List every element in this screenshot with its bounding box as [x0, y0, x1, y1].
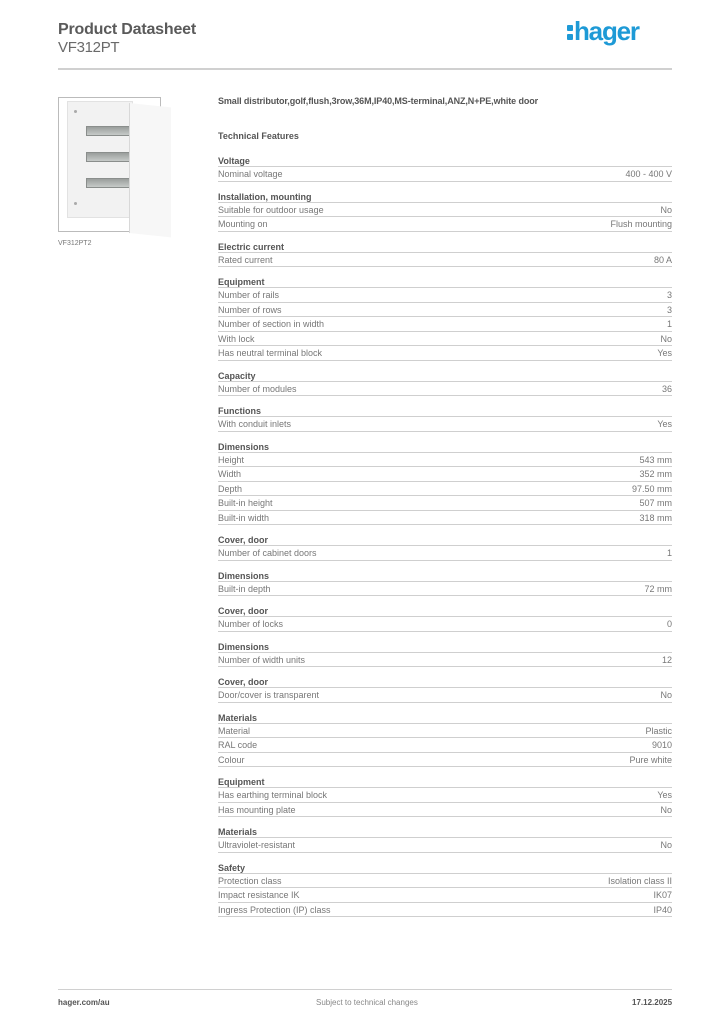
spec-row	[218, 738, 672, 753]
spec-group	[218, 776, 672, 817]
spec-label: Has earthing terminal block	[218, 790, 328, 800]
spec-value: 1	[666, 548, 672, 558]
din-rail	[86, 152, 130, 162]
screw-icon	[74, 110, 77, 113]
spec-group-title: Dimensions	[218, 441, 672, 453]
spec-row	[218, 253, 672, 268]
spec-group-title: Cover, door	[218, 605, 672, 617]
spec-value: Isolation class II	[607, 875, 672, 886]
footer-website[interactable]: hager.com/au	[58, 998, 110, 1007]
product-code: VF312PT	[58, 39, 120, 56]
spec-value: 72 mm	[644, 583, 672, 594]
spec-value: 318 mm	[639, 512, 672, 523]
spec-group	[218, 534, 672, 561]
spec-row	[218, 203, 672, 218]
spec-value: 400 - 400 V	[625, 169, 672, 179]
spec-row	[218, 753, 672, 768]
spec-label: Suitable for outdoor usage	[218, 204, 324, 215]
spec-row	[218, 453, 672, 468]
spec-value: No	[660, 840, 672, 850]
spec-group	[218, 370, 672, 397]
cabinet-door	[129, 103, 171, 237]
spec-row	[218, 788, 672, 803]
spec-label: Impact resistance IK	[218, 890, 300, 900]
spec-group	[218, 862, 672, 918]
spec-group-title: Dimensions	[218, 641, 672, 653]
spec-group	[218, 641, 672, 668]
spec-row	[218, 303, 672, 318]
spec-value: 352 mm	[639, 469, 672, 479]
spec-row	[218, 546, 672, 561]
spec-row	[218, 482, 672, 497]
hager-logo	[567, 15, 639, 47]
spec-group-title: Dimensions	[218, 570, 672, 582]
spec-group	[218, 241, 672, 268]
spec-value: Yes	[657, 419, 672, 429]
spec-row	[218, 332, 672, 347]
spec-value: 9010	[651, 740, 672, 750]
spec-label: Number of rows	[218, 304, 282, 315]
spec-value: No	[660, 690, 672, 700]
screw-icon	[74, 202, 77, 205]
spec-group	[218, 191, 672, 232]
spec-group-title: Equipment	[218, 776, 672, 788]
spec-value: No	[660, 333, 672, 344]
footer-date: 17.12.2025	[632, 998, 673, 1007]
spec-value: Pure white	[629, 754, 672, 765]
spec-group-title: Cover, door	[218, 534, 672, 546]
spec-label: RAL code	[218, 740, 258, 750]
document-title: Product Datasheet	[58, 21, 196, 38]
spec-group-title: Functions	[218, 405, 672, 417]
spec-label: With lock	[218, 333, 255, 344]
spec-value: 1	[666, 319, 672, 329]
spec-row	[218, 688, 672, 703]
spec-label: Built-in width	[218, 512, 270, 523]
spec-value: 0	[666, 619, 672, 629]
spec-label: Number of modules	[218, 383, 297, 394]
spec-row	[218, 617, 672, 632]
spec-value: Flush mounting	[610, 219, 672, 229]
spec-value: 12	[661, 654, 672, 665]
footer-notice: Subject to technical changes	[316, 998, 418, 1007]
spec-group	[218, 712, 672, 768]
spec-label: Number of width units	[218, 654, 306, 665]
spec-label: Has neutral terminal block	[218, 348, 323, 358]
spec-row	[218, 888, 672, 903]
spec-label: Built-in depth	[218, 583, 271, 594]
spec-value: 97.50 mm	[631, 483, 672, 494]
spec-group-title: Capacity	[218, 370, 672, 382]
spec-group-title: Materials	[218, 826, 672, 838]
spec-label: Built-in height	[218, 498, 273, 508]
spec-row	[218, 511, 672, 526]
spec-group	[218, 605, 672, 632]
spec-group-title: Voltage	[218, 155, 672, 167]
spec-value: No	[660, 204, 672, 215]
spec-group	[218, 276, 672, 361]
spec-label: Number of rails	[218, 290, 280, 300]
din-rail	[86, 178, 130, 188]
spec-group	[218, 676, 672, 703]
spec-label: With conduit inlets	[218, 419, 292, 429]
din-rail	[86, 126, 130, 136]
spec-value: 3	[666, 304, 672, 315]
spec-value: 80 A	[653, 254, 672, 265]
spec-group-title: Materials	[218, 712, 672, 724]
spec-label: Door/cover is transparent	[218, 690, 320, 700]
spec-label: Mounting on	[218, 219, 268, 229]
spec-group-title: Electric current	[218, 241, 672, 253]
spec-row	[218, 467, 672, 482]
spec-group	[218, 441, 672, 526]
spec-label: Number of cabinet doors	[218, 548, 317, 558]
spec-value: Yes	[657, 348, 672, 358]
spec-group	[218, 405, 672, 432]
spec-label: Number of locks	[218, 619, 284, 629]
spec-group-title: Equipment	[218, 276, 672, 288]
spec-row	[218, 582, 672, 597]
spec-row	[218, 167, 672, 182]
spec-value: No	[660, 804, 672, 815]
spec-label: Nominal voltage	[218, 169, 283, 179]
spec-label: Number of section in width	[218, 319, 325, 329]
spec-row	[218, 803, 672, 818]
spec-label: Ultraviolet-resistant	[218, 840, 296, 850]
spec-row	[218, 417, 672, 432]
spec-value: IK07	[653, 890, 672, 900]
spec-group	[218, 570, 672, 597]
cabinet-body	[67, 101, 133, 218]
spec-value: 36	[661, 383, 672, 394]
spec-row	[218, 496, 672, 511]
spec-row	[218, 653, 672, 668]
spec-row	[218, 724, 672, 739]
spec-label: Width	[218, 469, 242, 479]
spec-group	[218, 826, 672, 853]
spec-row	[218, 874, 672, 889]
technical-features-heading: Technical Features	[218, 131, 299, 141]
spec-row	[218, 382, 672, 397]
spec-value: 3	[666, 290, 672, 300]
logo-text: hager	[574, 16, 639, 46]
spec-label: Height	[218, 454, 245, 465]
spec-label: Rated current	[218, 254, 273, 265]
spec-group-title: Safety	[218, 862, 672, 874]
footer-divider	[58, 989, 672, 990]
spec-value: IP40	[653, 904, 672, 915]
spec-value: Yes	[657, 790, 672, 800]
spec-group	[218, 155, 672, 182]
spec-value: 507 mm	[639, 498, 672, 508]
spec-label: Ingress Protection (IP) class	[218, 904, 331, 915]
spec-row	[218, 317, 672, 332]
header-divider	[58, 68, 672, 70]
spec-row	[218, 903, 672, 918]
spec-label: Protection class	[218, 875, 282, 886]
product-description: Small distributor,golf,flush,3row,36M,IP40,MS-terminal,ANZ,N+PE,white door	[218, 96, 539, 106]
spec-row	[218, 346, 672, 361]
image-caption: VF312PT2	[58, 240, 92, 247]
spec-table	[218, 155, 672, 926]
spec-value: Plastic	[645, 725, 672, 736]
spec-label: Colour	[218, 754, 245, 765]
spec-group-title: Installation, mounting	[218, 191, 672, 203]
spec-group-title: Cover, door	[218, 676, 672, 688]
spec-row	[218, 288, 672, 303]
spec-label: Has mounting plate	[218, 804, 296, 815]
spec-row	[218, 838, 672, 853]
spec-value: 543 mm	[639, 454, 672, 465]
spec-row	[218, 217, 672, 232]
spec-label: Material	[218, 725, 251, 736]
product-image	[58, 97, 161, 232]
spec-label: Depth	[218, 483, 243, 494]
